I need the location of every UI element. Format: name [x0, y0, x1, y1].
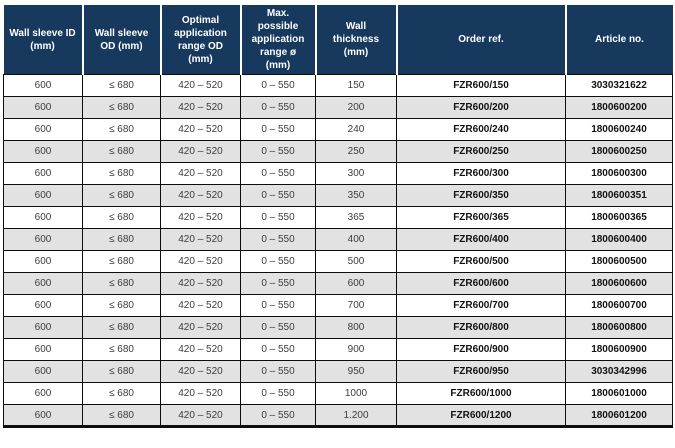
table-cell: 420 – 520 — [161, 229, 241, 251]
product-spec-table — [3, 5, 673, 428]
table-cell: 600 — [4, 97, 83, 119]
column-header-order-ref: Order ref. — [397, 5, 566, 75]
table-cell: FZR600/300 — [397, 163, 566, 185]
table-cell: 420 – 520 — [161, 273, 241, 295]
table-cell: 0 – 550 — [241, 317, 316, 339]
table-cell: FZR600/150 — [397, 75, 566, 97]
table-cell: 600 — [4, 119, 83, 141]
table-cell: 600 — [4, 141, 83, 163]
table-row — [4, 295, 673, 317]
table-cell: 900 — [316, 339, 397, 361]
table-cell: 600 — [4, 339, 83, 361]
table-cell: 1800601000 — [566, 383, 673, 405]
table-cell: ≤ 680 — [83, 141, 161, 163]
table-row — [4, 317, 673, 339]
table-cell: 420 – 520 — [161, 163, 241, 185]
table-cell: FZR600/950 — [397, 361, 566, 383]
table-cell: ≤ 680 — [83, 207, 161, 229]
table-cell: FZR600/240 — [397, 119, 566, 141]
table-cell: ≤ 680 — [83, 295, 161, 317]
table-cell: 400 — [316, 229, 397, 251]
table-cell: 0 – 550 — [241, 295, 316, 317]
table-cell: FZR600/250 — [397, 141, 566, 163]
table-cell: 0 – 550 — [241, 339, 316, 361]
table-cell: ≤ 680 — [83, 97, 161, 119]
table-cell: 1800600200 — [566, 97, 673, 119]
table-header-row — [4, 5, 673, 75]
table-cell: 600 — [4, 295, 83, 317]
table-cell: 1800600900 — [566, 339, 673, 361]
table-cell: 420 – 520 — [161, 75, 241, 97]
table-cell: 365 — [316, 207, 397, 229]
table-cell: ≤ 680 — [83, 317, 161, 339]
table-cell: FZR600/200 — [397, 97, 566, 119]
table-cell: FZR600/900 — [397, 339, 566, 361]
table-cell: 420 – 520 — [161, 141, 241, 163]
table-cell: 0 – 550 — [241, 141, 316, 163]
table-cell: 1800600700 — [566, 295, 673, 317]
table-cell: 420 – 520 — [161, 383, 241, 405]
table-row — [4, 207, 673, 229]
table-row — [4, 405, 673, 427]
table-cell: 420 – 520 — [161, 295, 241, 317]
product-spec-table-container — [3, 5, 673, 428]
table-cell: 1800600500 — [566, 251, 673, 273]
table-cell: 0 – 550 — [241, 75, 316, 97]
table-cell: 420 – 520 — [161, 405, 241, 427]
table-cell: 600 — [4, 317, 83, 339]
table-cell: 1800600250 — [566, 141, 673, 163]
table-cell: 0 – 550 — [241, 383, 316, 405]
column-header-wall-sleeve-id: Wall sleeve ID (mm) — [4, 5, 83, 75]
column-header-wall-sleeve-od: Wall sleeve OD (mm) — [83, 5, 161, 75]
table-row — [4, 361, 673, 383]
table-cell: 0 – 550 — [241, 119, 316, 141]
table-body — [4, 75, 673, 427]
table-cell: 600 — [316, 273, 397, 295]
table-cell: FZR600/400 — [397, 229, 566, 251]
table-cell: 1800601200 — [566, 405, 673, 427]
table-cell: ≤ 680 — [83, 383, 161, 405]
table-cell: ≤ 680 — [83, 339, 161, 361]
table-cell: 420 – 520 — [161, 361, 241, 383]
table-cell: 1000 — [316, 383, 397, 405]
table-row — [4, 383, 673, 405]
table-cell: 1800600600 — [566, 273, 673, 295]
table-cell: 200 — [316, 97, 397, 119]
table-row — [4, 229, 673, 251]
table-cell: FZR600/1200 — [397, 405, 566, 427]
table-cell: 600 — [4, 383, 83, 405]
table-cell: ≤ 680 — [83, 405, 161, 427]
table-cell: 0 – 550 — [241, 163, 316, 185]
table-row — [4, 163, 673, 185]
table-row — [4, 97, 673, 119]
table-cell: 0 – 550 — [241, 185, 316, 207]
table-cell: 500 — [316, 251, 397, 273]
column-header-wall-thickness: Wall thickness (mm) — [316, 5, 397, 75]
table-cell: 600 — [4, 273, 83, 295]
table-row — [4, 273, 673, 295]
table-cell: 420 – 520 — [161, 339, 241, 361]
table-cell: 300 — [316, 163, 397, 185]
table-cell: 3030342996 — [566, 361, 673, 383]
table-cell: 420 – 520 — [161, 119, 241, 141]
table-cell: ≤ 680 — [83, 119, 161, 141]
table-cell: 420 – 520 — [161, 185, 241, 207]
table-cell: 350 — [316, 185, 397, 207]
table-cell: 1.200 — [316, 405, 397, 427]
table-cell: ≤ 680 — [83, 251, 161, 273]
table-cell: 150 — [316, 75, 397, 97]
table-cell: 420 – 520 — [161, 207, 241, 229]
table-cell: ≤ 680 — [83, 361, 161, 383]
column-header-optimal-application-range: Optimal application range OD (mm) — [161, 5, 241, 75]
table-cell: FZR600/350 — [397, 185, 566, 207]
table-cell: 1800600800 — [566, 317, 673, 339]
table-cell: 1800600351 — [566, 185, 673, 207]
table-cell: 420 – 520 — [161, 97, 241, 119]
table-cell: 600 — [4, 251, 83, 273]
table-cell: 0 – 550 — [241, 251, 316, 273]
table-header — [4, 5, 673, 75]
table-cell: 600 — [4, 405, 83, 427]
table-cell: 1800600300 — [566, 163, 673, 185]
table-cell: 600 — [4, 75, 83, 97]
table-cell: ≤ 680 — [83, 229, 161, 251]
table-cell: ≤ 680 — [83, 185, 161, 207]
table-cell: ≤ 680 — [83, 273, 161, 295]
table-cell: 0 – 550 — [241, 361, 316, 383]
table-cell: ≤ 680 — [83, 163, 161, 185]
table-cell: FZR600/500 — [397, 251, 566, 273]
table-cell: 240 — [316, 119, 397, 141]
table-row — [4, 251, 673, 273]
table-cell: 800 — [316, 317, 397, 339]
table-cell: FZR600/600 — [397, 273, 566, 295]
table-cell: FZR600/365 — [397, 207, 566, 229]
table-cell: 950 — [316, 361, 397, 383]
table-cell: 0 – 550 — [241, 273, 316, 295]
table-cell: 3030321622 — [566, 75, 673, 97]
table-row — [4, 339, 673, 361]
table-cell: 600 — [4, 361, 83, 383]
table-row — [4, 75, 673, 97]
table-cell: 0 – 550 — [241, 229, 316, 251]
table-cell: 1800600400 — [566, 229, 673, 251]
table-cell: 420 – 520 — [161, 251, 241, 273]
table-cell: 600 — [4, 229, 83, 251]
table-cell: 600 — [4, 185, 83, 207]
table-cell: 0 – 550 — [241, 207, 316, 229]
table-cell: 600 — [4, 207, 83, 229]
table-cell: 1800600365 — [566, 207, 673, 229]
table-cell: ≤ 680 — [83, 75, 161, 97]
table-row — [4, 141, 673, 163]
table-cell: 700 — [316, 295, 397, 317]
table-cell: FZR600/1000 — [397, 383, 566, 405]
column-header-max-application-range: Max. possible application range ø (mm) — [241, 5, 316, 75]
table-cell: 0 – 550 — [241, 97, 316, 119]
table-cell: FZR600/800 — [397, 317, 566, 339]
table-cell: 600 — [4, 163, 83, 185]
table-cell: 420 – 520 — [161, 317, 241, 339]
table-cell: FZR600/700 — [397, 295, 566, 317]
table-row — [4, 119, 673, 141]
column-header-article-no: Article no. — [566, 5, 673, 75]
table-cell: 1800600240 — [566, 119, 673, 141]
table-cell: 0 – 550 — [241, 405, 316, 427]
table-row — [4, 185, 673, 207]
table-cell: 250 — [316, 141, 397, 163]
